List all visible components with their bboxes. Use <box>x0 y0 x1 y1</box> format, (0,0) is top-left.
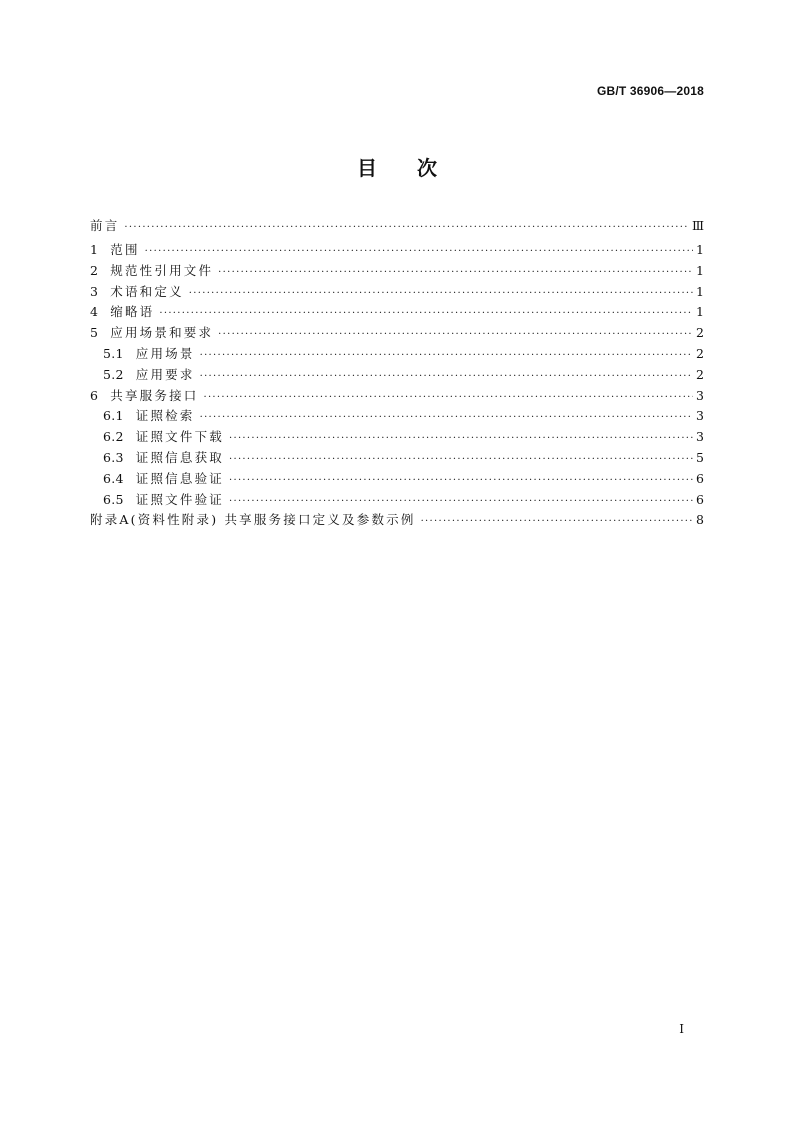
toc-entry-appendix-a[interactable] <box>90 510 704 531</box>
toc-entry-license-file-verification[interactable] <box>90 490 704 511</box>
toc-leader-dots <box>159 304 693 325</box>
toc-entry-number: 6.5 <box>103 491 124 507</box>
toc-entry-label: 缩略语 <box>110 304 155 320</box>
toc-entry-page: 5 <box>696 449 704 465</box>
toc-entry-label: 应用场景和要求 <box>110 325 214 341</box>
toc-leader-dots <box>200 367 693 388</box>
toc-entry-number: 6 <box>90 387 99 403</box>
toc-entry-label: 前言 <box>90 218 120 233</box>
toc-entry-scenarios[interactable] <box>90 344 704 365</box>
toc-entry-page: 2 <box>696 325 704 341</box>
toc-entry-number: 1 <box>90 241 99 257</box>
toc-entry-license-file-download[interactable] <box>90 427 704 448</box>
toc-entry-license-search[interactable] <box>90 406 704 427</box>
toc-entry-page: 6 <box>696 470 704 486</box>
page-title: 目次 <box>357 156 477 180</box>
toc-entry-page: 1 <box>696 241 704 257</box>
toc-entry-label: 规范性引用文件 <box>110 262 214 278</box>
toc-entry-label: 应用场景 <box>135 345 195 361</box>
toc-entry-page: 6 <box>696 491 704 507</box>
toc-entry-number: 3 <box>90 283 99 299</box>
toc-entry-label: 术语和定义 <box>110 283 184 299</box>
toc-leader-dots <box>145 242 693 263</box>
toc-entry-scenarios-requirements[interactable] <box>90 323 704 344</box>
toc-leader-dots <box>189 284 693 305</box>
table-of-contents <box>90 216 704 531</box>
toc-entry-label: 证照信息获取 <box>135 449 224 465</box>
toc-entry-label: 范围 <box>110 241 140 257</box>
toc-entry-page: 1 <box>696 304 704 320</box>
toc-leader-dots <box>229 429 693 450</box>
toc-entry-number: 5.1 <box>103 345 124 361</box>
toc-entry-scope[interactable] <box>90 240 704 261</box>
toc-entry-number: 6.4 <box>103 470 124 486</box>
toc-entry-number: 6.3 <box>103 449 124 465</box>
toc-leader-dots <box>229 450 693 471</box>
toc-leader-dots <box>218 263 693 284</box>
toc-entry-label: 证照文件验证 <box>135 491 224 507</box>
toc-entry-page: 2 <box>696 345 704 361</box>
toc-entry-page: 3 <box>696 429 704 445</box>
toc-entry-terms-definitions[interactable] <box>90 282 704 303</box>
toc-leader-dots <box>200 346 693 367</box>
toc-entry-page: 3 <box>696 387 704 403</box>
toc-entry-page: Ⅲ <box>691 218 704 233</box>
toc-entry-number: 5.2 <box>103 366 124 382</box>
toc-entry-label: 共享服务接口 <box>110 387 199 403</box>
toc-entry-number: 4 <box>90 304 99 320</box>
toc-leader-dots <box>229 492 693 513</box>
toc-leader-dots <box>229 471 693 492</box>
toc-entry-label: 附录A(资料性附录) 共享服务接口定义及参数示例 <box>90 512 416 528</box>
toc-entry-number: 5 <box>90 325 99 341</box>
toc-entry-foreword[interactable] <box>90 216 704 237</box>
page-number: I <box>679 1022 684 1036</box>
toc-entry-page: 1 <box>696 283 704 299</box>
toc-leader-dots <box>200 408 693 429</box>
toc-entry-license-info-retrieval[interactable] <box>90 448 704 469</box>
toc-entry-label: 证照文件下载 <box>135 429 224 445</box>
toc-entry-number: 6.1 <box>103 408 124 424</box>
toc-entry-abbreviations[interactable] <box>90 302 704 323</box>
toc-leader-dots <box>218 325 693 346</box>
toc-leader-dots <box>421 512 693 533</box>
toc-entry-page: 3 <box>696 408 704 424</box>
standard-code: GB/T 36906—2018 <box>596 84 704 98</box>
toc-entry-label: 应用要求 <box>135 366 195 382</box>
toc-entry-page: 1 <box>696 262 704 278</box>
toc-entry-normative-references[interactable] <box>90 261 704 282</box>
toc-leader-dots <box>203 388 693 409</box>
toc-entry-number: 6.2 <box>103 429 124 445</box>
toc-entry-page: 8 <box>696 512 704 528</box>
toc-entry-label: 证照检索 <box>135 408 195 424</box>
toc-leader-dots <box>124 218 689 239</box>
toc-entry-number: 2 <box>90 262 99 278</box>
toc-entry-label: 证照信息验证 <box>135 470 224 486</box>
toc-entry-license-info-verification[interactable] <box>90 469 704 490</box>
toc-entry-requirements[interactable] <box>90 365 704 386</box>
toc-entry-shared-service-interface[interactable] <box>90 386 704 407</box>
toc-entry-page: 2 <box>696 366 704 382</box>
